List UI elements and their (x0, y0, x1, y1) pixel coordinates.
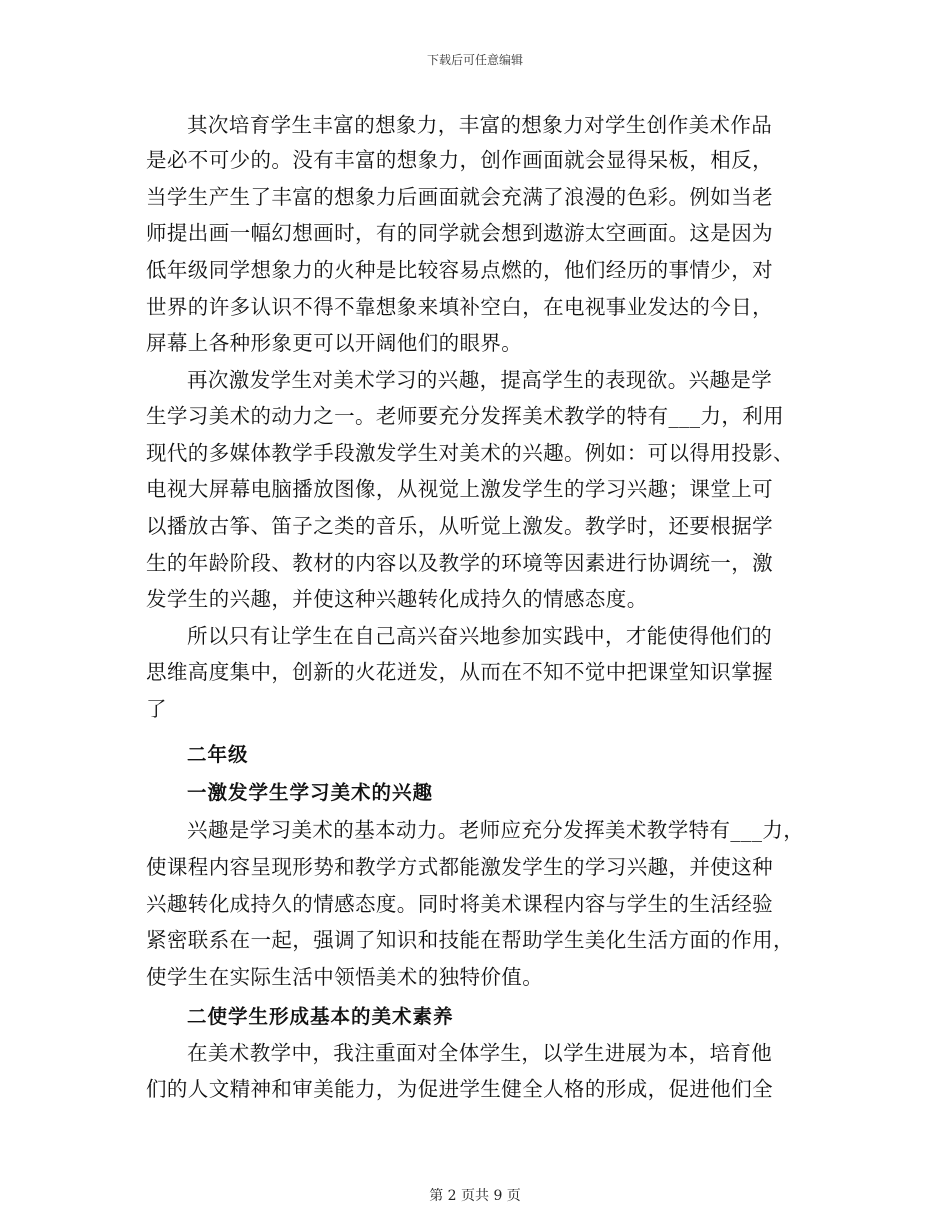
text-line: 生学习美术的动力之一。老师要充分发挥美术教学的特有___力，利用 (146, 404, 785, 428)
subsection-heading: 一激发学生学习美术的兴趣 (187, 781, 434, 804)
text-line: 兴趣转化成持久的情感态度。同时将美术课程内容与学生的生活经验 (146, 892, 773, 916)
subsection-heading: 二使学生形成基本的美术素养 (187, 1005, 454, 1028)
text-line: 当学生产生了丰富的想象力后画面就会充满了浪漫的色彩。例如当老 (146, 185, 773, 209)
text-line: 屏幕上各种形象更可以开阔他们的眼界。 (146, 331, 523, 355)
text-line: 紧密联系在一起，强调了知识和技能在帮助学生美化生活方面的作用， (146, 928, 794, 952)
text-line: 思维高度集中，创新的火花迸发，从而在不知不觉中把课堂知识掌握 (146, 660, 773, 684)
text-line: 了 (146, 697, 167, 721)
text-line: 是必不可少的。没有丰富的想象力，创作画面就会显得呆板，相反， (146, 148, 773, 172)
text-line: 以播放古筝、笛子之类的音乐，从听觉上激发。教学时，还要根据学 (146, 514, 773, 538)
text-line: 所以只有让学生在自己高兴奋兴地参加实践中，才能使得他们的 (187, 624, 773, 648)
text-line: 生的年龄阶段、教材的内容以及教学的环境等因素进行协调统一，激 (146, 551, 773, 575)
page-footer: 第 2 页共 9 页 (429, 1188, 521, 1204)
text-line: 使课程内容呈现形势和教学方式都能激发学生的学习兴趣，并使这种 (146, 855, 773, 879)
text-line: 发学生的兴趣，并使这种兴趣转化成持久的情感态度。 (146, 587, 648, 611)
text-line: 其次培育学生丰富的想象力，丰富的想象力对学生创作美术作品 (187, 113, 773, 137)
text-line: 再次激发学生对美术学习的兴趣，提高学生的表现欲。兴趣是学 (187, 368, 773, 392)
text-line: 现代的多媒体教学手段激发学生对美术的兴趣。例如：可以得用投影、 (146, 441, 794, 465)
text-line: 低年级同学想象力的火种是比较容易点燃的，他们经历的事情少，对 (146, 258, 773, 282)
text-line: 世界的许多认识不得不靠想象来填补空白，在电视事业发达的今日， (146, 295, 773, 319)
text-line: 使学生在实际生活中领悟美术的独特价值。 (146, 965, 544, 989)
text-line: 师提出画一幅幻想画时，有的同学就会想到遨游太空画面。这是因为 (146, 221, 773, 245)
text-line: 电视大屏幕电脑播放图像，从视觉上激发学生的学习兴趣；课堂上可 (146, 477, 773, 501)
page-header: 下载后可任意编辑 (426, 53, 523, 67)
text-line: 兴趣是学习美术的基本动力。老师应充分发挥美术教学特有___力， (187, 818, 805, 842)
section-heading: 二年级 (187, 743, 249, 766)
text-line: 们的人文精神和审美能力，为促进学生健全人格的形成，促进他们全 (146, 1077, 773, 1101)
text-line: 在美术教学中，我注重面对全体学生，以学生进展为本，培育他 (187, 1041, 773, 1065)
